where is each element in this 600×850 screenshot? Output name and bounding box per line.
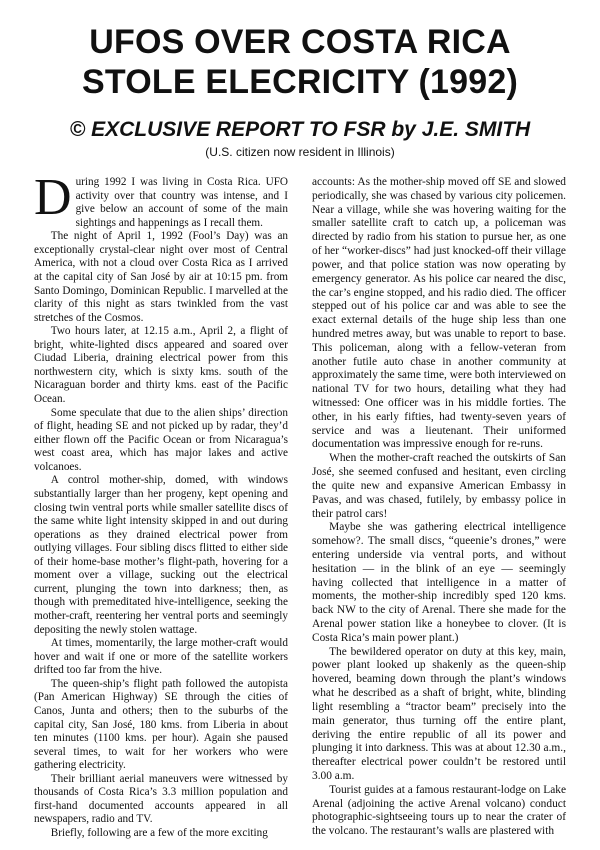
paragraph: Tourist guides at a famous restaurant-lodge on Lake Arenal (adjoining the active Arenal volcano) conduct photographic-sightseeing tours up to near the crater of the volcano. The restaurant’s walls are plastered with bbox=[312, 783, 566, 838]
paragraph: Their brilliant aerial maneuvers were witnessed by thousands of Costa Rica’s 3.3 million population and first-hand documented accounts appeared in all newspapers, radio and TV. bbox=[34, 772, 288, 826]
paragraph: Briefly, following are a few of the more exciting bbox=[50, 827, 268, 839]
paragraph-text: uring 1992 I was living in Costa Rica. UFO activity over that country was intense, and I give below an account of some of the main sightings and happenings as I recall them. bbox=[75, 176, 288, 229]
article-subtitle: © EXCLUSIVE REPORT TO FSR by J.E. SMITH bbox=[69, 118, 531, 141]
article-title bbox=[0, 22, 600, 102]
paragraph: When the mother-craft reached the outskirts of San José, she seemed confused and hesitant, even circling the quite new and expansive American Embassy in Pavas, and was chased, futilely, by embassy police in their patrol cars! bbox=[312, 452, 566, 520]
paragraph: Maybe she was gathering electrical intelligence somehow?. The small discs, “queenie’s drones,” were entering underside via ventral ports, and without hesitation — in the blink of an eye — seemingly having collected that intelligence in a matter of moments, the mother-ship incredibly sped 120 kms. back NW to the city of Arenal. There she made for the Arenal power station like a honeybee to clover. (It is Costa Rica’s main power plant.) bbox=[312, 521, 566, 644]
paragraph: The queen-ship’s flight path followed the autopista (Pan American Highway) SE through the cities of Canos, Junta and others; then to the suburbs of the capital city, San José, 180 kms. from Liberia in about ten minutes (1100 kms. per hour). Again she paused several times, to wait for her workers who were gathering electricity. bbox=[34, 677, 288, 772]
paragraph bbox=[34, 169, 288, 230]
drop-cap: D bbox=[34, 169, 72, 226]
right-column bbox=[312, 176, 566, 839]
paragraph: At times, momentarily, the large mother-craft would hover and wait if one or more of the satellite workers drifted too far from the hive. bbox=[34, 637, 288, 677]
title-line-2: STOLE ELECRICITY (1992) bbox=[81, 63, 518, 101]
paragraph: The bewildered operator on duty at this key, main, power plant looked up shakenly as the queen-ship hovered, beaming down through the plant’s windows what he described as a shaft of bright, white, blinding light resembling a “tractor beam” precisely into the main generator, thus turning off the entire plant, deriving the entire republic of all its power and plunging it into darkness. This was at about 12.30 a.m., thereafter electrical power couldn’t be restored until 3.00 a.m. bbox=[312, 645, 566, 782]
paragraph: Some speculate that due to the alien ships’ direction of flight, heading SE and not picked up by radar, they’d either flown off the Pacific Ocean or from Nicaragua’s west coast area, which has major lakes and active volcanoes. bbox=[34, 406, 288, 473]
paragraph: Two hours later, at 12.15 a.m., April 2, a flight of bright, white-lighted discs appeared and soared over Ciudad Liberia, draining electrical power from this northwestern city, which is sixty kms. south of the Nicaraguan border and thirty kms. east of the Pacific Ocean. bbox=[34, 325, 288, 405]
author-byline: (U.S. citizen now resident in Illinois) bbox=[205, 145, 395, 159]
paragraph: The night of April 1, 1992 (Fool’s Day) was an exceptionally crystal-clear night over most of Central America, with not a cloud over Costa Rica as I arrived at the capital city of San José by air at 10:15 pm. from Santo Domingo, Dominican Republic. I marvelled at the clarity of this night as stars twinkled from the vast stretches of the Cosmos. bbox=[34, 230, 288, 324]
paragraph: accounts: As the mother-ship moved off SE and slowed periodically, she was chased by various city policemen. Near a village, while she was hovering waiting for the smaller satellite craft to catch up, a policeman was directed by radio from his station to pursue her, as one of her “worker-discs” had just knocked-off their village power, and that police station was now operating by emergency generator. As his police car neared the disc, the car’s engine stopped, and his radio died. The officer stepped out of his police car and was able to see the exact external details of the huge ship less than one hundred metres away, but was unable to report to base. This policeman, along with a fellow-veteran from another futile auto chase in another community at approximately the same time, were both interviewed on national TV for two hours, detailing what they had witnessed: One officer was in his middle forties. The other, in his early fifties, had twenty-seven years of service and was a lieutenant. Their uniformed documentation was impressive enough for re-runs. bbox=[312, 176, 566, 451]
paragraph: A control mother-ship, domed, with windows substantially larger than her progeny, kept opening and closing twin ventral ports while smaller satellite discs of the same white light intensity skipped in and out during operations as they drained electrical power from outlying villages. Four sibling discs flitted to either side of their home-base mother’s flight-path, hovering for a moment over a village, sucking out the electrical current, plunging the town into darkness; then, as though with premeditated hive-intelligence, seeking the mother-craft, reentering her ventral ports and seemingly depositing the newly stolen wattage. bbox=[34, 474, 288, 636]
left-column bbox=[34, 169, 288, 841]
title-line-1: UFOS OVER COSTA RICA bbox=[89, 23, 511, 61]
